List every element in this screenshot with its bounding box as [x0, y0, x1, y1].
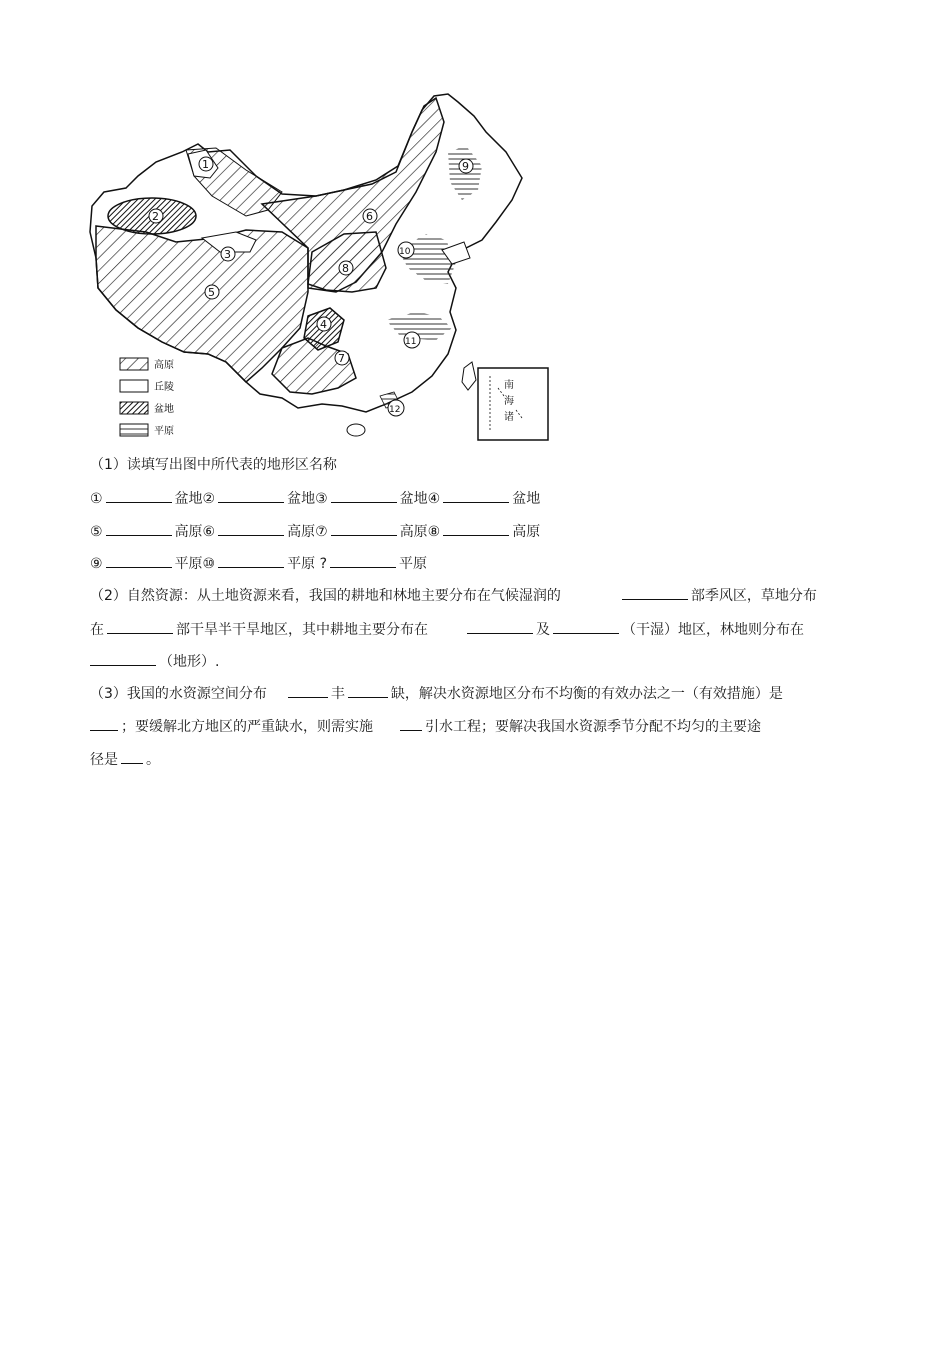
svg-text:1: 1 — [202, 158, 209, 171]
q1-row3-t0: ⑨ — [90, 556, 103, 572]
q2-line2-c: 及 — [536, 622, 550, 638]
q1-row1-t4: 盆地 — [512, 491, 541, 507]
blank-q2-4[interactable] — [553, 618, 619, 634]
svg-text:11: 11 — [405, 337, 417, 347]
q3-line3 — [90, 748, 160, 770]
blank-6[interactable] — [218, 520, 284, 536]
q1-row1-t3: 盆地④ — [399, 491, 441, 507]
hainan-island — [347, 424, 365, 436]
q1-row3-t1: 平原⑩ — [174, 556, 216, 572]
svg-text:5: 5 — [208, 286, 215, 299]
q1-row2-t3: 高原⑧ — [399, 524, 441, 540]
blank-10[interactable] — [218, 552, 284, 568]
region-label-8 — [339, 261, 353, 275]
blank-q3-1[interactable] — [288, 682, 328, 698]
svg-text:海: 海 — [504, 396, 514, 407]
blank-5[interactable] — [106, 520, 172, 536]
q1-row2-t2: 高原⑦ — [287, 524, 328, 540]
q3-line1 — [90, 682, 783, 704]
q2-line1-a: （2）自然资源：从土地资源来看，我国的耕地和林地主要分布在气候湿润的 — [90, 588, 561, 604]
region-label-4 — [317, 317, 331, 331]
taiwan-island — [462, 362, 476, 390]
region-label-11 — [404, 332, 420, 348]
q2-line1-b: 部季风区，草地分布 — [690, 588, 817, 604]
region-label-7 — [335, 351, 349, 365]
svg-text:4: 4 — [320, 318, 327, 331]
china-terrain-map — [86, 92, 556, 444]
blank-4[interactable] — [443, 487, 509, 503]
region-label-10 — [398, 242, 414, 258]
legend-hills: 丘陵 — [154, 382, 174, 393]
svg-text:7: 7 — [338, 352, 345, 365]
q2-line3 — [90, 650, 219, 672]
q3-line1-c: 缺，解决水资源地区分布不均衡的有效办法之一（有效措施）是 — [390, 686, 783, 702]
region-label-1 — [199, 157, 213, 171]
q1-row1 — [90, 487, 540, 509]
q1-row1-t1: 盆地② — [174, 491, 216, 507]
q1-row1-t2: 盆地③ — [287, 491, 328, 507]
svg-text:12: 12 — [389, 405, 401, 415]
q1-row3-t2: 平原 ? — [287, 556, 328, 572]
svg-text:9: 9 — [462, 160, 469, 173]
svg-text:6: 6 — [366, 210, 373, 223]
region-label-2 — [149, 209, 163, 223]
svg-text:3: 3 — [224, 248, 231, 261]
q2-line2-d: （干湿）地区，林地则分布在 — [622, 622, 804, 638]
q1-row3-t3: 平原 — [399, 556, 428, 572]
legend-basin: 盆地 — [154, 404, 174, 415]
q2-line2-a: 在 — [90, 622, 104, 638]
q1-row3 — [90, 552, 427, 574]
region-label-3 — [221, 247, 235, 261]
q2-line2-b: 部干旱半干旱地区，其中耕地主要分布在 — [176, 622, 428, 638]
svg-text:诸: 诸 — [504, 412, 514, 423]
blank-8[interactable] — [443, 520, 509, 536]
blank-7[interactable] — [331, 520, 397, 536]
svg-text:2: 2 — [152, 210, 159, 223]
blank-q3-2[interactable] — [348, 682, 388, 698]
blank-9[interactable] — [106, 552, 172, 568]
region-label-12 — [388, 400, 404, 416]
blank-q2-2[interactable] — [107, 618, 173, 634]
q3-line1-a: （3）我国的水资源空间分布 — [90, 686, 267, 702]
region-label-5 — [205, 285, 219, 299]
q2-line1 — [90, 584, 817, 606]
blank-11[interactable] — [330, 552, 396, 568]
region-label-6 — [363, 209, 377, 223]
blank-q2-5[interactable] — [90, 650, 156, 666]
q3-line3-b: 。 — [146, 752, 160, 768]
south-china-sea-inset — [478, 368, 548, 440]
q3-line2 — [90, 715, 761, 737]
svg-text:南: 南 — [504, 380, 514, 391]
q3-line3-a: 径是 — [90, 752, 118, 768]
q1-row2-t4: 高原 — [512, 524, 541, 540]
legend-plain: 平原 — [154, 426, 174, 437]
q2-line3-a: （地形）. — [159, 654, 220, 670]
q3-line2-a: ；要缓解北方地区的严重缺水，则需实施 — [121, 719, 373, 735]
blank-3[interactable] — [331, 487, 397, 503]
blank-q3-4[interactable] — [400, 715, 422, 731]
q1-row2 — [90, 520, 540, 542]
q1-row1-t0: ① — [90, 491, 103, 507]
q1-row2-t1: 高原⑥ — [174, 524, 216, 540]
blank-q3-5[interactable] — [121, 748, 143, 764]
map-legend — [120, 358, 174, 437]
blank-q2-3[interactable] — [467, 618, 533, 634]
svg-text:10: 10 — [399, 247, 411, 257]
blank-2[interactable] — [218, 487, 284, 503]
blank-1[interactable] — [106, 487, 172, 503]
q2-line2 — [90, 618, 804, 640]
blank-q3-3[interactable] — [90, 715, 118, 731]
svg-text:8: 8 — [342, 262, 349, 275]
region-label-9 — [459, 159, 473, 173]
blank-q2-1[interactable] — [622, 584, 688, 600]
q1-title: （1）读填写出图中所代表的地形区名称 — [90, 457, 337, 473]
q1-row2-t0: ⑤ — [90, 524, 103, 540]
q3-line2-b: 引水工程；要解决我国水资源季节分配不均匀的主要途 — [425, 719, 761, 735]
q3-line1-b: 丰 — [330, 686, 345, 702]
legend-plateau: 高原 — [154, 360, 174, 371]
